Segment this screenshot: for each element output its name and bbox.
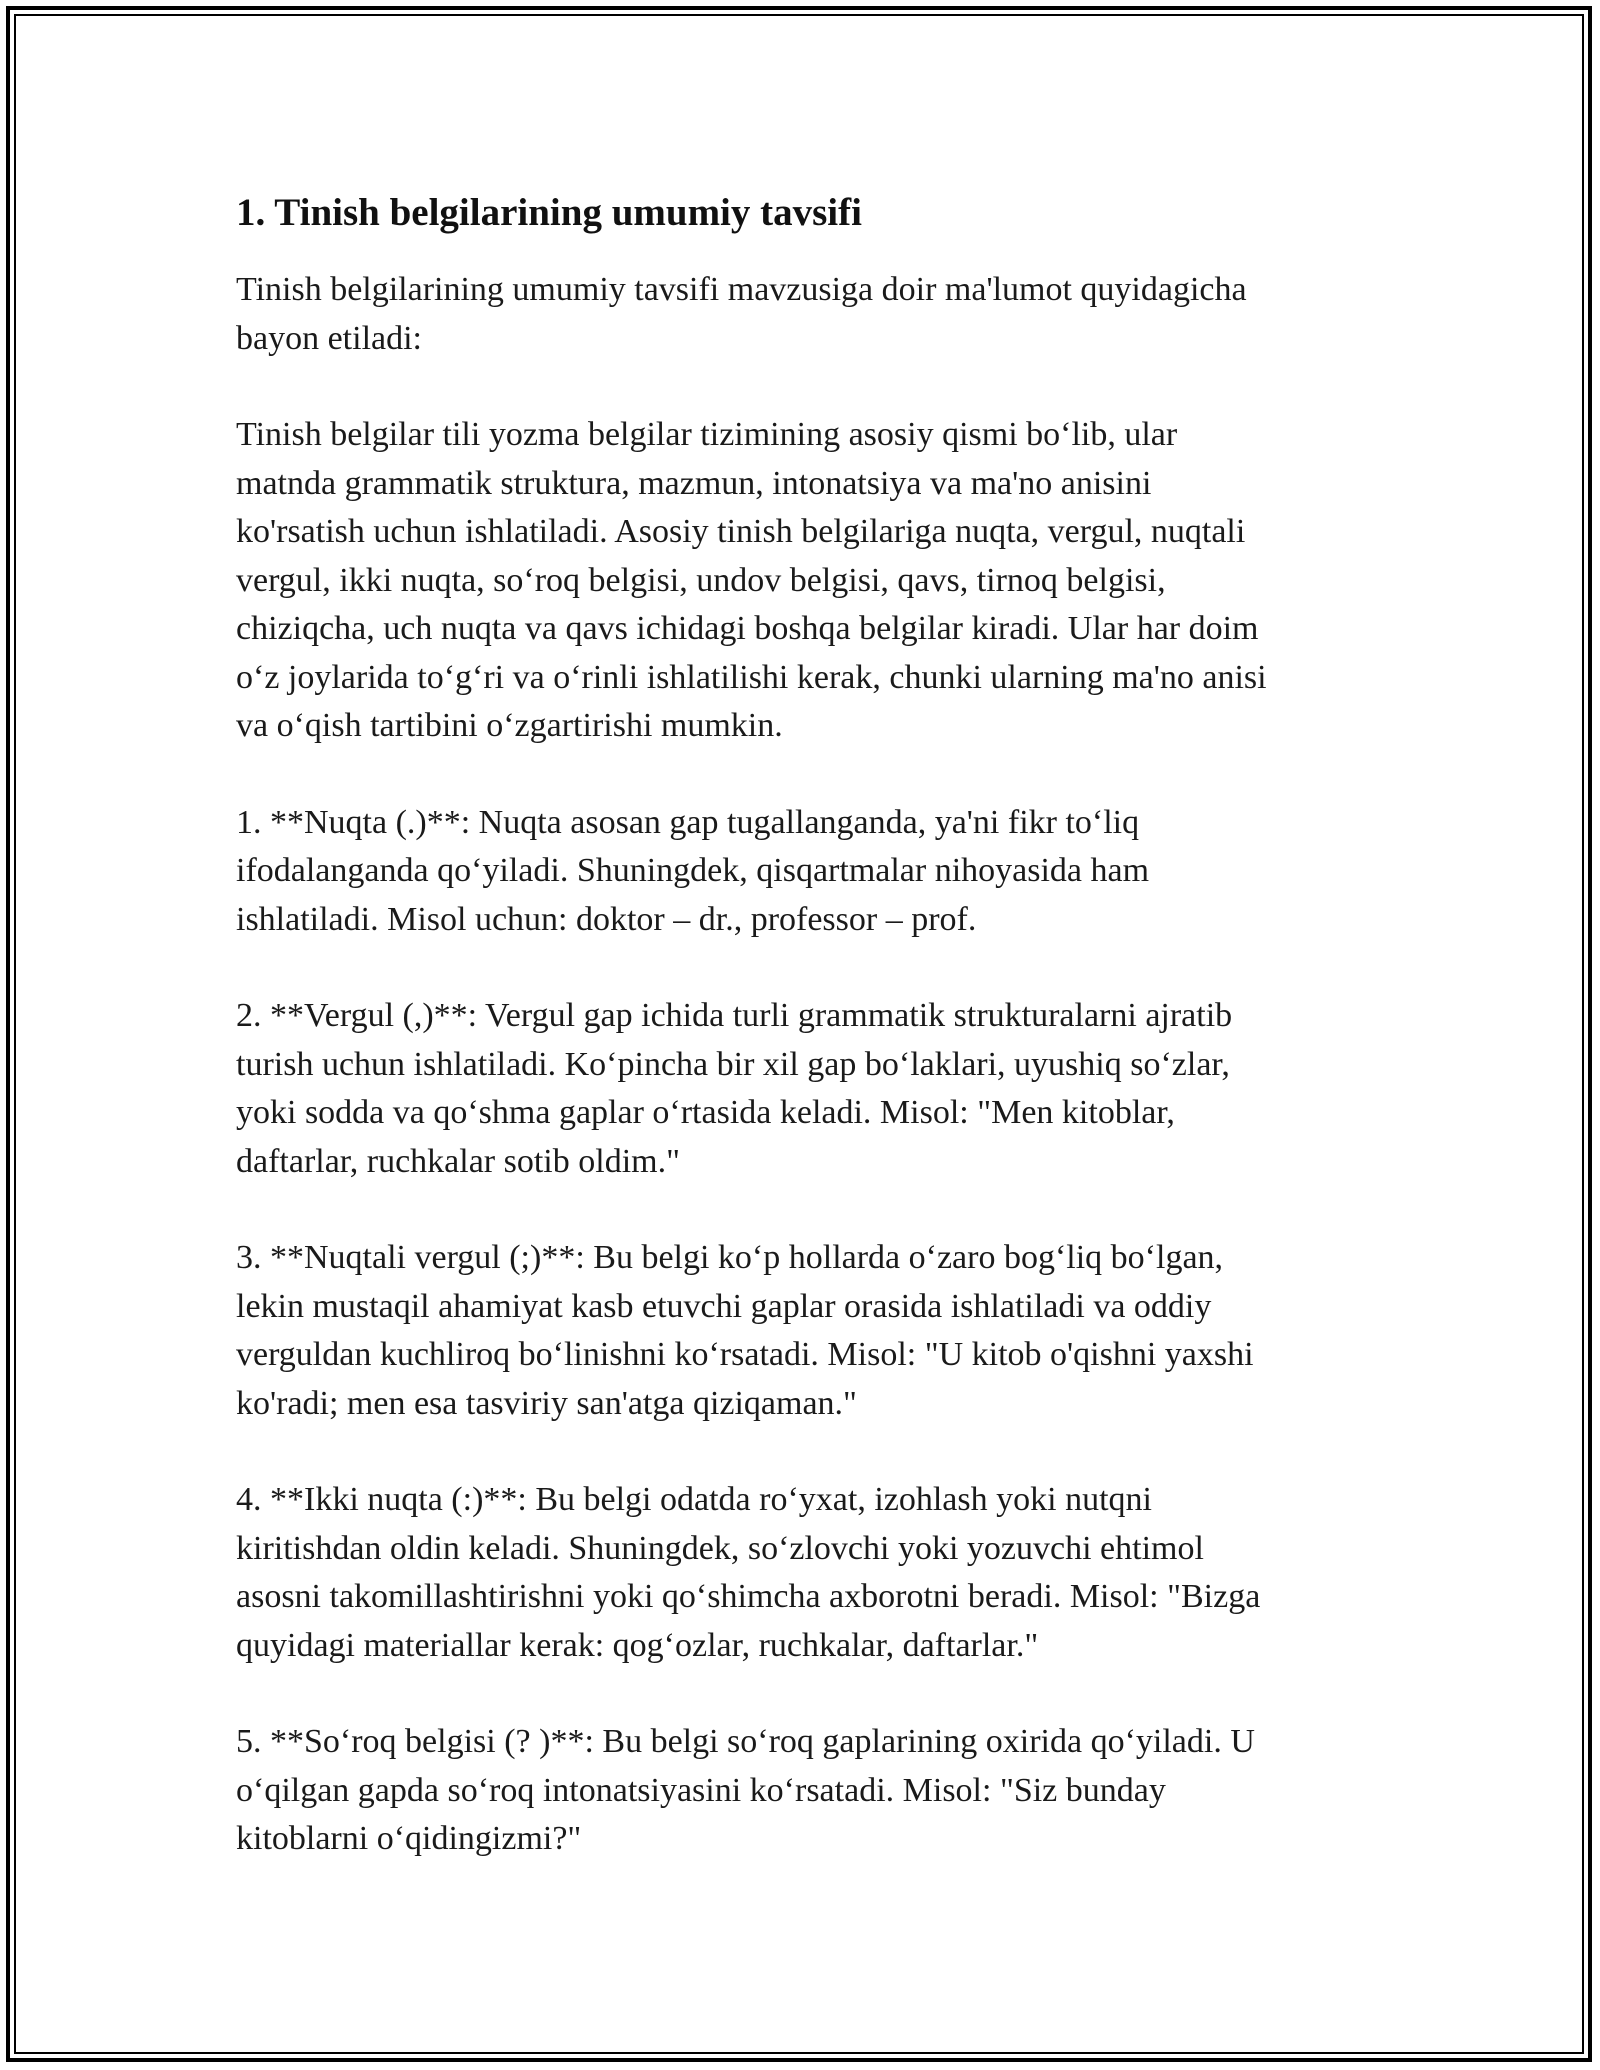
item-soroq-belgisi-paragraph: 5. **So‘roq belgisi (? )**: Bu belgi so‘roq gaplarining oxirida qo‘yiladi. U o‘qilgan gapda so‘roq intonatsiyasini ko‘rsatadi. Misol: "Siz bunday kitoblarni o‘qidingizmi?" [236, 1723, 1255, 1857]
section-heading: 1. Tinish belgilarining umumiy tavsifi [236, 191, 862, 234]
item-ikki-nuqta-paragraph: 4. **Ikki nuqta (:)**: Bu belgi odatda ro‘yxat, izohlash yoki nutqni kiritishdan oldin keladi. Shuningdek, so‘zlovchi yoki yozuvchi ehtimol asosni takomillashtirishni yoki qo‘shimcha axborotni beradi. Misol: "Bizga quyidagi materiallar kerak: qog‘ozlar, ruchkalar, daftarlar." [236, 1481, 1261, 1664]
item-nuqta-paragraph: 1. **Nuqta (.)**: Nuqta asosan gap tugallanganda, ya'ni fikr to‘liq ifodalanganda qo‘yiladi. Shuningdek, qisqartmalar nihoyasida ham ishlatiladi. Misol uchun: doktor – dr., professor – prof. [236, 803, 1150, 938]
overview-paragraph: Tinish belgilar tili yozma belgilar tizimining asosiy qismi bo‘lib, ular matnda grammatik struktura, mazmun, intonatsiya va ma'no anisini ko'rsatish uchun ishlatiladi. Asosiy tinish belgilariga nuqta, vergul, nuqtali vergul, ikki nuqta, so‘roq belgisi, undov belgisi, qavs, tirnoq belgisi, chiziqcha, uch nuqta va qavs ichidagi boshqa belgilar kiradi. Ular har doim o‘z joylarida to‘g‘ri va o‘rinli ishlatilishi kerak, chunki ularning ma'no anisi va o‘qish tartibini o‘zgartirishi mumkin. [236, 416, 1267, 744]
item-vergul-paragraph: 2. **Vergul (,)**: Vergul gap ichida turli grammatik strukturalarni ajratib turish uchun ishlatiladi. Ko‘pincha bir xil gap bo‘laklari, uyushiq so‘zlar, yoki sodda va qo‘shma gaplar o‘rtasida keladi. Misol: "Men kitoblar, daftarlar, ruchkalar sotib oldim." [236, 997, 1233, 1180]
intro-paragraph: Tinish belgilarining umumiy tavsifi mavzusiga doir ma'lumot quyidagicha bayon etiladi: [236, 271, 1247, 357]
item-nuqtali-vergul-paragraph: 3. **Nuqtali vergul (;)**: Bu belgi ko‘p hollarda o‘zaro bog‘liq bo‘lgan, lekin mustaqil ahamiyat kasb etuvchi gaplar orasida ishlatiladi va oddiy verguldan kuchliroq bo‘linishni ko‘rsatadi. Misol: "U kitob o'qishni yaxshi ko'radi; men esa tasviriy san'atga qiziqaman." [236, 1239, 1254, 1422]
document-body [236, 186, 1356, 1912]
